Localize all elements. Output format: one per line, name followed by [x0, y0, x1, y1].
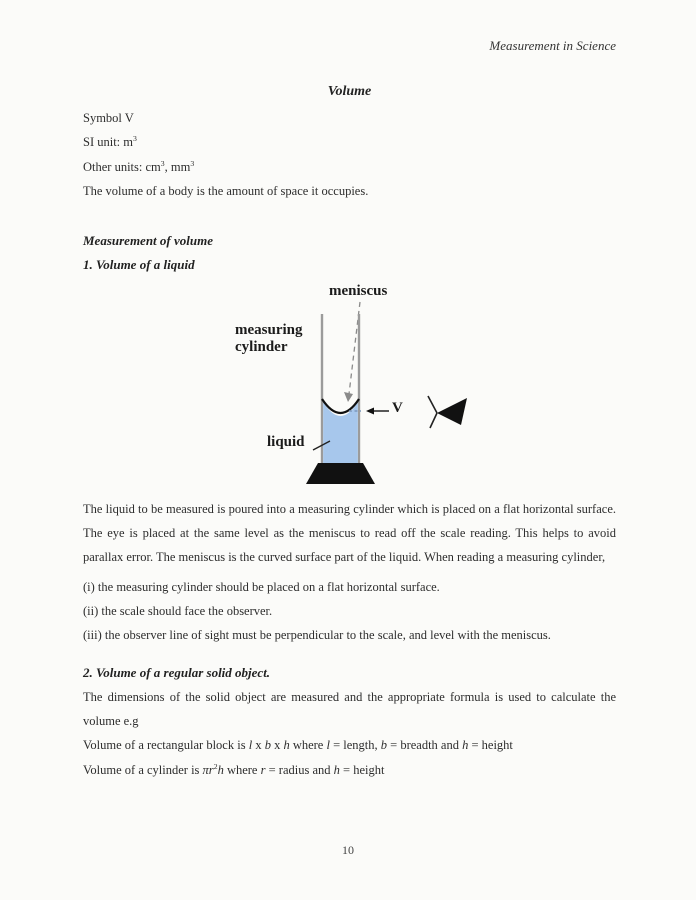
section2-heading: 2. Volume of a regular solid object. [83, 664, 271, 680]
formula-segment: where [223, 762, 261, 777]
liquid-label: liquid [267, 433, 305, 450]
section1-subheading: 1. Volume of a liquid [83, 257, 195, 273]
meniscus-label: meniscus [329, 282, 388, 299]
formula-variable: r [260, 762, 266, 777]
eye-pupil-triangle [437, 398, 467, 425]
formula-segment: x [270, 738, 284, 753]
page-content [83, 38, 616, 782]
si-unit-line [83, 130, 616, 154]
superscript: 3 [190, 158, 195, 168]
measuring-cylinder-diagram [83, 280, 616, 490]
formula-segment: x [252, 738, 265, 753]
definition-line: The volume of a body is the amount of space it occupies. [83, 183, 369, 198]
other-units-line [83, 155, 616, 179]
formula-segment: = height [468, 738, 513, 753]
liquid-fill [323, 402, 358, 464]
formula-variable: h [333, 762, 340, 777]
reading-rule-1: (i) the measuring cylinder should be placed on a flat horizontal surface. [83, 579, 440, 594]
formula-variable: l [248, 738, 253, 753]
volume-level-label: V [392, 399, 403, 416]
measuring-cylinder-label: measuring cylinder [235, 321, 303, 355]
diagram-canvas [83, 280, 616, 490]
reading-rules [83, 575, 616, 648]
superscript: 3 [133, 134, 137, 144]
formula-segment: where [289, 738, 327, 753]
formula-variable: πr [202, 762, 214, 777]
v-arrow-head [366, 407, 374, 414]
reading-rule-2: (ii) the scale should face the observer. [83, 603, 273, 618]
reading-rule-3: (iii) the observer line of sight must be perpendicular to the scale, and level with the meniscus. [83, 628, 551, 643]
formula-variable: h [462, 738, 469, 753]
formula-variable: h [283, 738, 290, 753]
formula-segment: = height [339, 762, 385, 777]
formula-variable: l [326, 738, 330, 753]
formula-variable: h [217, 762, 224, 777]
cylinder-base [306, 463, 375, 484]
page-number: 10 [342, 843, 354, 857]
formula-segment: = length, [329, 738, 381, 753]
formula-cylinder [83, 758, 616, 782]
body-paragraph: The liquid to be measured is poured into a measuring cylinder which is placed on a flat horizontal surface. The eye is placed at the same level as the meniscus to read off the scale reading. This helps to avoid parallax error. The meniscus is the curved surface part of the liquid. When reading a measuring cylinder, [83, 501, 616, 565]
formula-segment: = radius and [265, 762, 334, 777]
superscript: 2 [213, 761, 218, 771]
formula-segment: Volume of a cylinder is [83, 762, 203, 777]
section1-heading: Measurement of volume [83, 233, 213, 249]
formula-segment: = breadth and [387, 738, 463, 753]
eye-lid-lower-line [430, 413, 437, 428]
observer-eye-icon [428, 396, 467, 428]
meniscus-pointer-arrowhead [344, 392, 353, 402]
page-title: Volume [327, 84, 372, 99]
running-header: Measurement in Science [489, 38, 616, 53]
formula-variable: b [264, 738, 271, 753]
other-units-text: Other units: cm [83, 159, 161, 174]
formula-variable: b [380, 738, 388, 753]
superscript: 3 [160, 158, 165, 168]
formula-segment: Volume of a rectangular block is [83, 738, 249, 753]
eye-lid-upper-line [428, 396, 437, 413]
section2-paragraph: The dimensions of the solid object are measured and the appropriate formula is used to calculate the volume e.g [83, 689, 616, 729]
si-unit-text: SI unit: m [83, 135, 134, 150]
other-units-text: , mm [164, 159, 191, 174]
intro-block [83, 106, 616, 203]
symbol-line: Symbol V [83, 111, 134, 125]
formula-rectangular-block [83, 733, 616, 757]
